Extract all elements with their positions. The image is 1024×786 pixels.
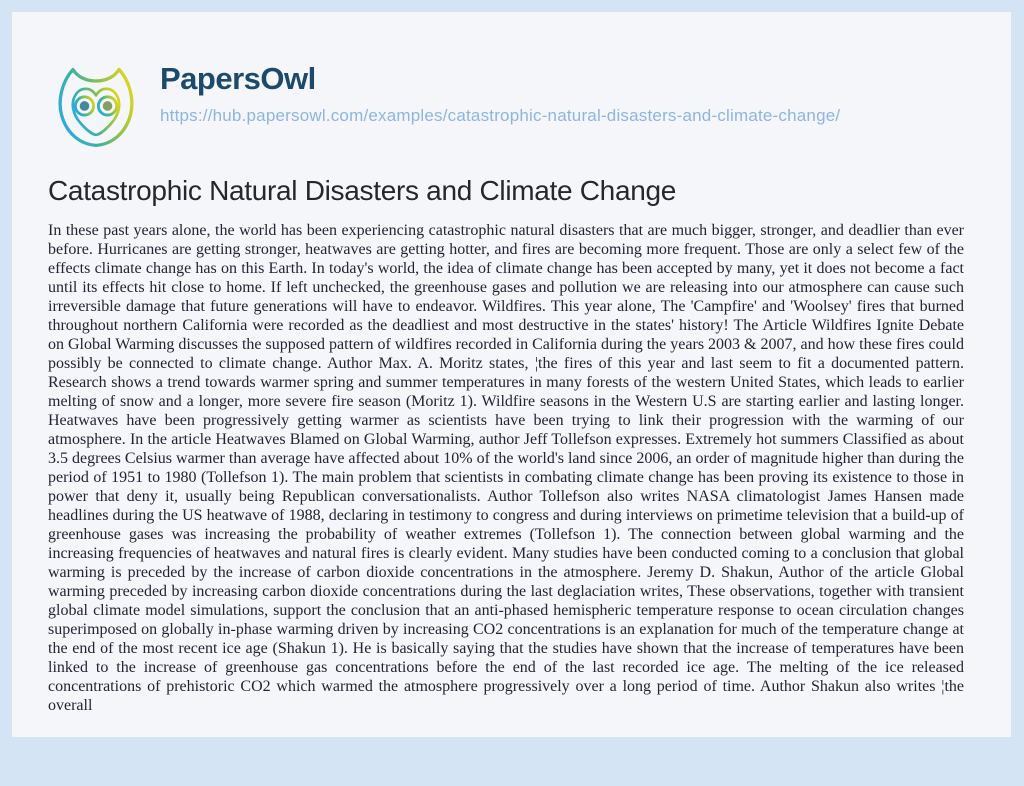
- document-page: [12, 12, 1011, 737]
- article-title: Catastrophic Natural Disasters and Climate Change: [48, 175, 677, 206]
- brand-name: PapersOwl: [160, 61, 316, 96]
- article-body: In these past years alone, the world has been experiencing catastrophic natural disasters that are much bigger, stronger, and deadlier than ever before. Hurricanes are getting stronger, heatwaves are getting hotter, and fires are becoming more frequent. Those are only a select few of the effects climate change has on this Earth. In today's world, the idea of climate change has been accepted by many, yet it does not become a fact until its effects hit close to home. If left unchecked, the greenhouse gases and pollution we are releasing into our atmosphere can cause such irreversible damage that future generations will have to endeavor. Wildfires. This year alone, The 'Campfire' and 'Woolsey' fires that burned throughout northern California were recorded as the deadliest and most destructive in the states' history! The Article Wildfires Ignite Debate on Global Warming discusses the supposed pattern of wildfires recorded in California during the years 2003 & 2007, and how these fires could possibly be connected to climate change. Author Max. A. Moritz states, ¦the fires of this year and last seem to fit a documented pattern. Research shows a trend towards warmer spring and summer temperatures in many forests of the western United States, which leads to earlier melting of snow and a longer, more severe fire season (Moritz 1). Wildfire seasons in the Western U.S are starting earlier and lasting longer. Heatwaves have been progressively getting warmer as scientists have been trying to link their progression with the warming of our atmosphere. In the article Heatwaves Blamed on Global Warming, author Jeff Tollefson expresses. Extremely hot summers Classified as about 3.5 degrees Celsius warmer than average have affected about 10% of the world's land since 2006, an order of magnitude higher than during the period of 1951 to 1980 (Tollefson 1). The main problem that scientists in combating climate change has been proving its existence to those in power that deny it, usually being Republican conversationalists. Author Tollefson also writes NASA climatologist James Hansen made headlines during the US heatwave of 1988, declaring in testimony to congress and during interviews on primetime television that a build-up of greenhouse gases was increasing the probability of weather extremes (Tollefson 1). The connection between global warming and the increasing frequencies of heatwaves and natural fires is clearly evident. Many studies have been conducted coming to a conclusion that global warming is preceded by the increase of carbon dioxide concentrations in the atmosphere. Jeremy D. Shakun, Author of the article Global warming preceded by increasing carbon dioxide concentrations during the last deglaciation writes, These observations, together with transient global climate model simulations, support the conclusion that an anti-phased hemispheric temperature response to ocean circulation changes superimposed on globally in-phase warming driven by increasing CO2 concentrations is an explanation for much of the temperature change at the end of the most recent ice age (Shakun 1). He is basically saying that the studies have shown that the increase of temperatures have been linked to the increase of greenhouse gas concentrations before the end of the last recorded ice age. The melting of the ice released concentrations of prehistoric CO2 which warmed the atmosphere progressively over a long period of time. Author Shakun also writes ¦the overall: [48, 222, 964, 714]
- owl-logo-icon: [48, 57, 144, 153]
- header: [48, 57, 975, 153]
- source-url-link[interactable]: https://hub.papersowl.com/examples/catastrophic-natural-disasters-and-climate-change/: [160, 106, 841, 125]
- header-meta: [160, 57, 840, 126]
